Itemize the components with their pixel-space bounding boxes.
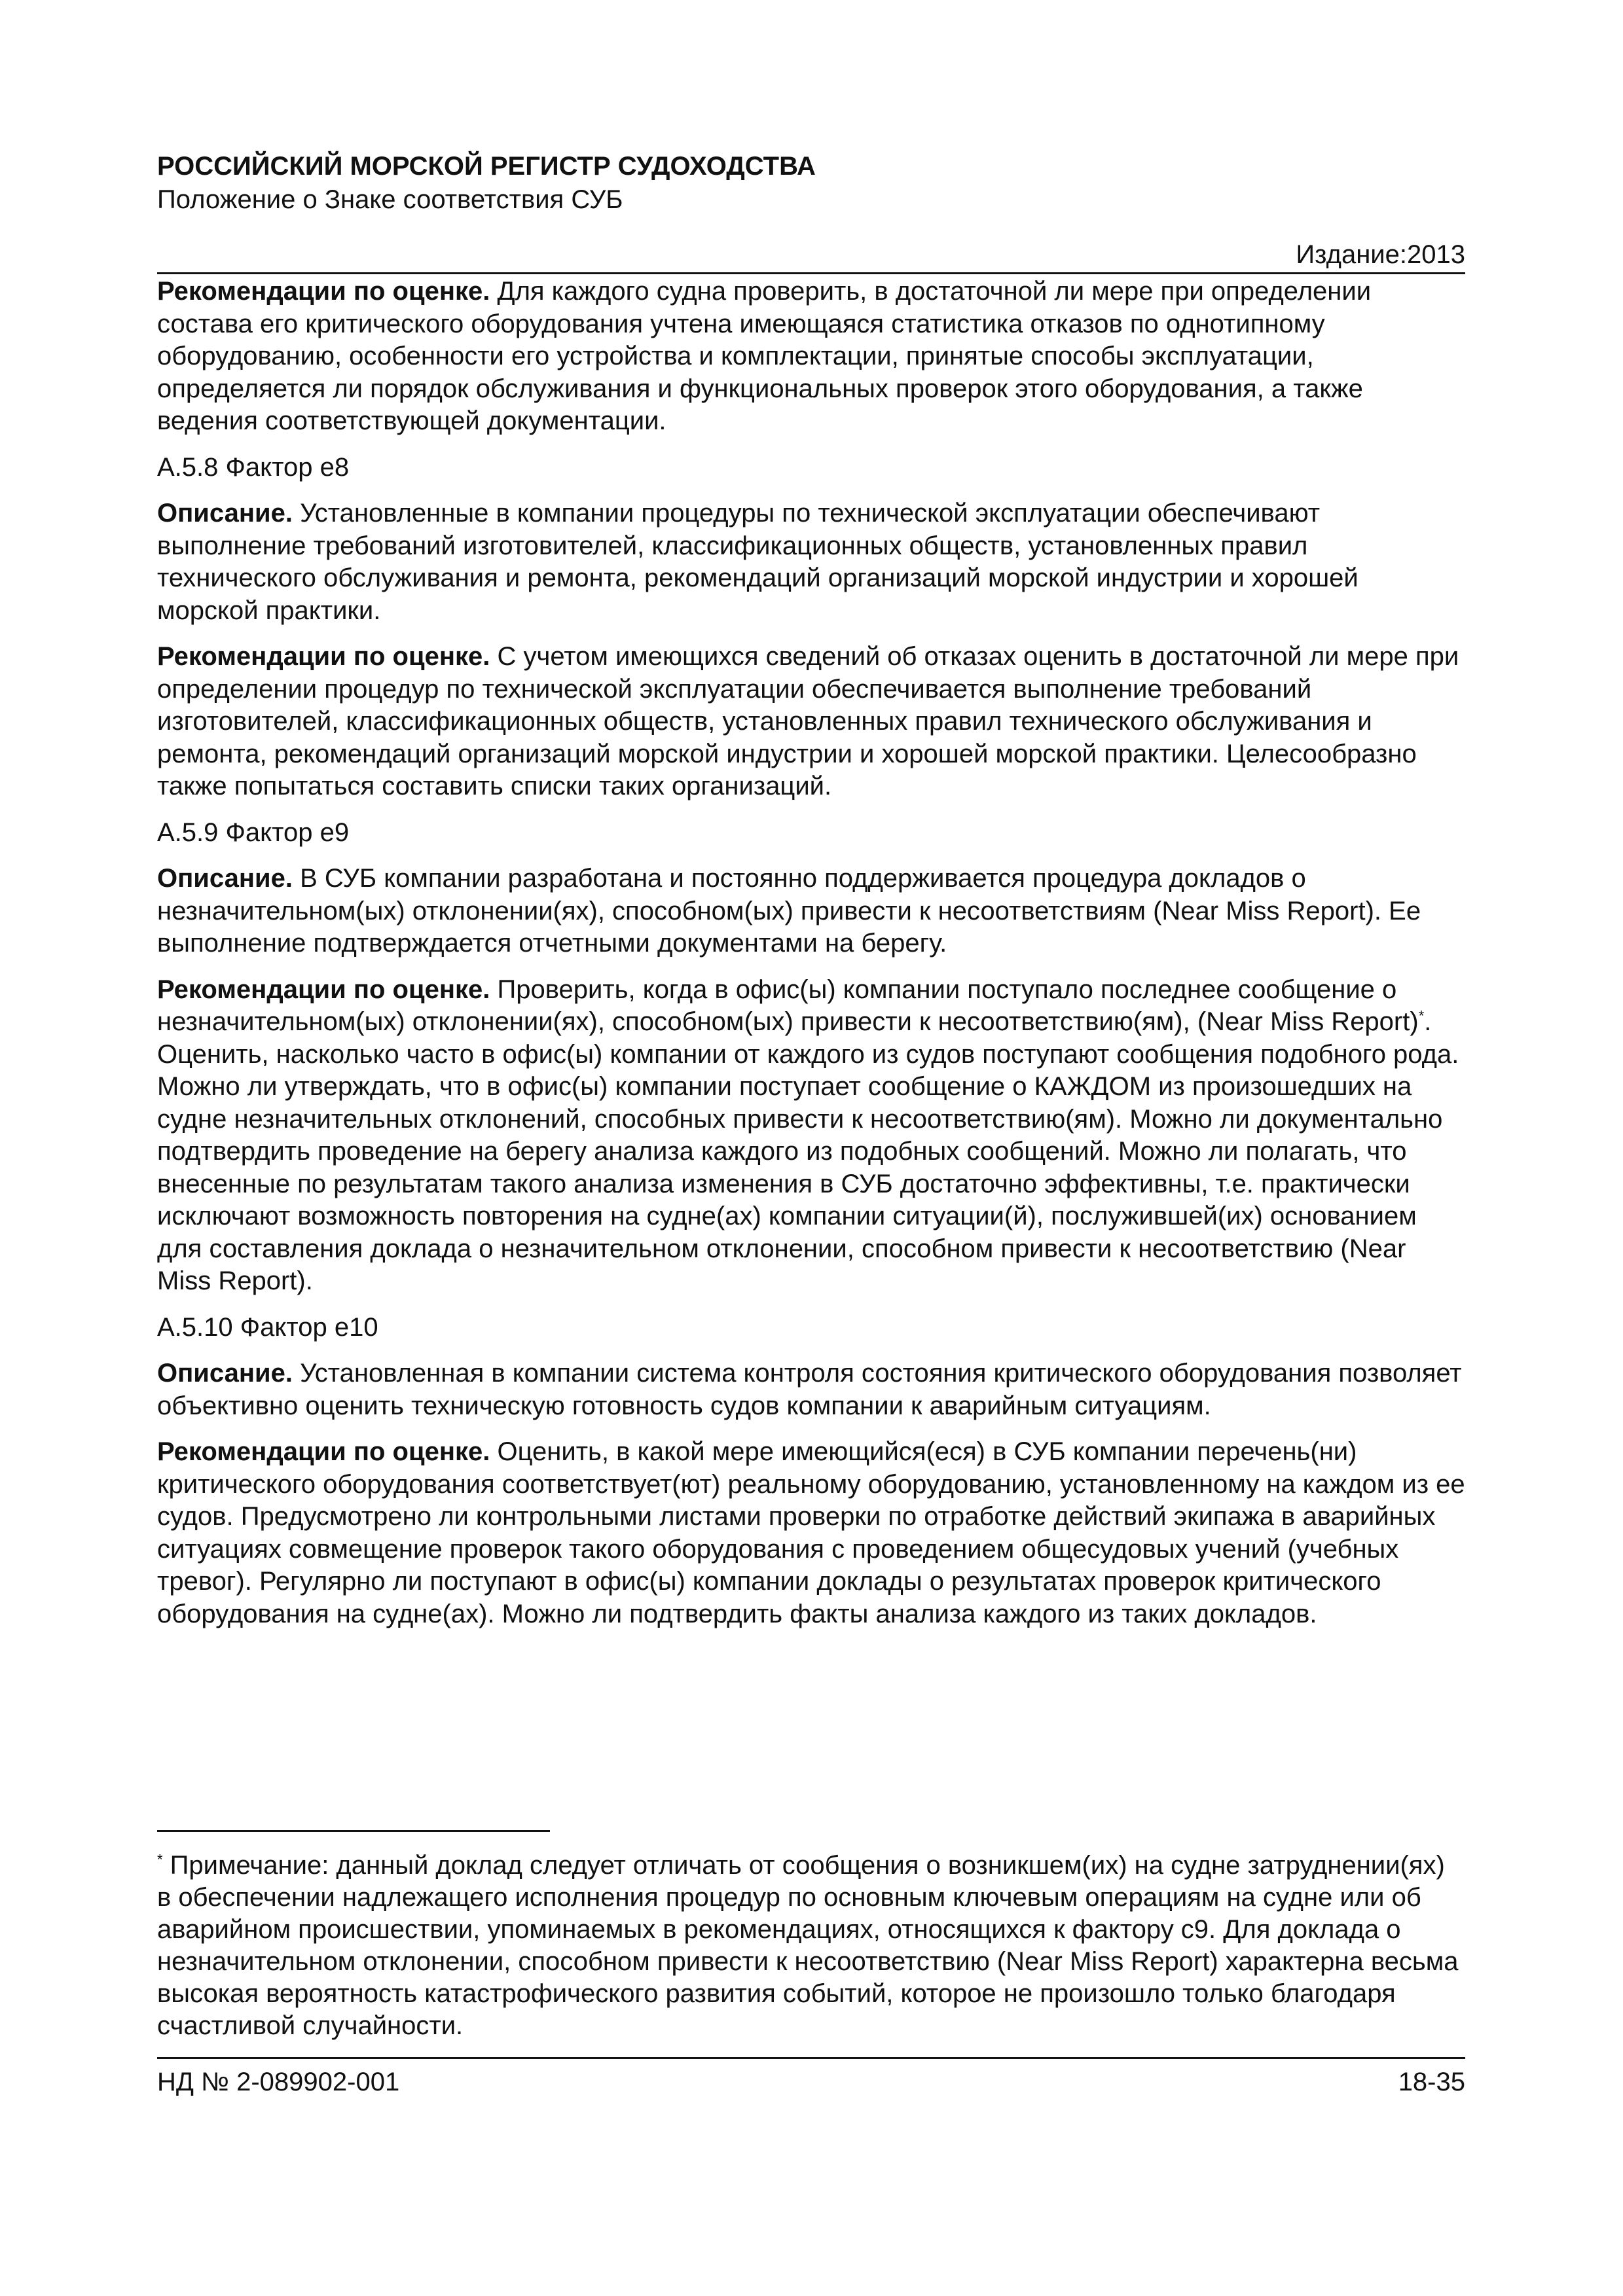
section-heading-e8: А.5.8 Фактор е8: [157, 452, 350, 482]
paragraph-label: Описание.: [157, 499, 293, 528]
edition-label: Издание:2013: [157, 238, 1465, 274]
document-body: [157, 276, 1465, 1630]
paragraph-text: В СУБ компании разработана и постоянно поддерживается процедура докладов о незначительном(ых) отклонении(ях), способном(ых) привести к несоответствиям (Near Miss Report). Ее выполнение подтверждается отчетными документами на берегу.: [157, 864, 1421, 958]
paragraph-text: Для каждого судна проверить, в достаточной ли мере при определении состава его критического оборудования учтена имеющаяся статистика отказов по однотипному оборудованию, особенности его устройства и комплектации, принятые способы эксплуатации, определяется ли порядок обслуживания и функциональных проверок этого оборудования, а также ведения соответствующей документации.: [157, 277, 1372, 435]
paragraph-description-e10: [157, 1357, 1465, 1422]
paragraph-recommendation-e8: [157, 641, 1465, 803]
footnote-mark: *: [157, 1851, 163, 1868]
paragraph-text: Установленная в компании система контроля состояния критического оборудования позволяет объективно оценить техническую готовность судов компании к аварийным ситуациям.: [157, 1359, 1462, 1420]
paragraph-text: Оценить, в какой мере имеющийся(еся) в СУБ компании перечень(ни) критического оборудования соответствует(ют) реальному оборудованию, установленному на каждом из ее судов. Предусмотрено ли контрольными листами проверки по отработке действий экипажа в аварийных ситуациях совмещение проверок такого оборудования с проведением общесудовых учений (учебных тревог). Регулярно ли поступают в офис(ы) компании доклады о результатах проверок критического оборудования на судне(ах). Можно ли подтвердить факты анализа каждого из таких докладов.: [157, 1437, 1465, 1628]
paragraph-description-e9: [157, 863, 1465, 960]
page: [157, 149, 1465, 1644]
paragraph-text: Установленные в компании процедуры по технической эксплуатации обеспечивают выполнение требований изготовителей, классификационных обществ, установленных правил технического обслуживания и ремонта, рекомендаций организаций морской индустрии и хорошей морской практики.: [157, 499, 1359, 625]
footnote-text: Примечание: данный доклад следует отличать от сообщения о возникшем(их) на судне затруднении(ях) в обеспечении надлежащего исполнения процедур по основным ключевым операциям на судне или об аварийном происшествии, упоминаемых в рекомендациях, относящихся к фактору с9. Для доклада о незначительном отклонении, способном привести к несоответствию (Near Miss Report) характерна весьма высокая вероятность катастрофического развития событий, которое не произошло только благодаря счастливой случайности.: [157, 1851, 1459, 2040]
section-heading-e10: А.5.10 Фактор е10: [157, 1312, 378, 1342]
paragraph-recommendation-e9: [157, 974, 1465, 1298]
paragraph-label: Рекомендации по оценке.: [157, 975, 490, 1004]
document-number: НД № 2-089902-001: [157, 2068, 400, 2096]
section-heading-e9: А.5.9 Фактор е9: [157, 817, 350, 847]
page-number: 18-35: [1398, 2068, 1465, 2096]
footnote: [157, 1850, 1465, 2042]
organization-name: РОССИЙСКИЙ МОРСКОЙ РЕГИСТР СУДОХОДСТВА: [157, 152, 816, 181]
document-title: Положение о Знаке соответствия СУБ: [157, 185, 623, 214]
paragraph-label: Рекомендации по оценке.: [157, 642, 490, 671]
paragraph-text: С учетом имеющихся сведений об отказах оценить в достаточной ли мере при определении процедур по технической эксплуатации обеспечивается выполнение требований изготовителей, классификационных обществ, установленных правил технического обслуживания и ремонта, рекомендаций организаций морской индустрии и хорошей морской практики. Целесообразно также попытаться составить списки таких организаций.: [157, 642, 1459, 800]
paragraph-description-e8: [157, 497, 1465, 627]
paragraph-label: Рекомендации по оценке.: [157, 1437, 490, 1466]
document-header: [157, 149, 1465, 274]
footnote-reference-mark[interactable]: *: [1418, 1007, 1425, 1024]
paragraph-label: Описание.: [157, 864, 293, 893]
paragraph-label: Описание.: [157, 1359, 293, 1388]
paragraph-text: Проверить, когда в офис(ы) компании поступало последнее сообщение о незначительном(ых) отклонении(ях), способном(ых) привести к несоответствию(ям), (Near Miss Report): [157, 975, 1419, 1036]
paragraph-label: Рекомендации по оценке.: [157, 277, 490, 306]
paragraph-recommendation-e10: [157, 1436, 1465, 1630]
footnote-separator: [157, 1830, 550, 1832]
footer-divider: [157, 2057, 1465, 2059]
paragraph-recommendation-e7: [157, 276, 1465, 438]
page-footer: [157, 2066, 1465, 2098]
paragraph-text-continued: . Оценить, насколько часто в офис(ы) компании от каждого из судов поступают сообщения подобного рода. Можно ли утверждать, что в офис(ы) компании поступает сообщение о КАЖДОМ из произошедших на судне незначительных отклонений, способных привести к несоответствию(ям). Можно ли документально подтвердить проведение на берегу анализа каждого из подобных сообщений. Можно ли полагать, что внесенные по результатам такого анализа изменения в СУБ достаточно эффективны, т.е. практически исключают возможность повторения на судне(ах) компании ситуации(й), послужившей(их) основанием для составления доклада о незначительном отклонении, способном привести к несоответствию (Near Miss Report).: [157, 1007, 1459, 1295]
